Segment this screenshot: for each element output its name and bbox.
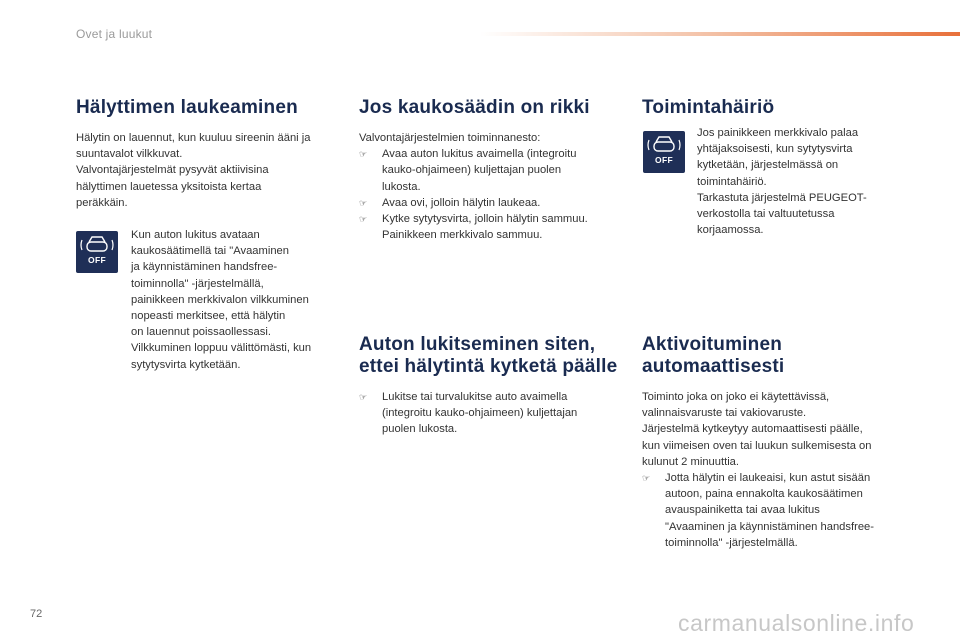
malfunction-heading: Toimintahäiriö <box>642 97 775 118</box>
list-item: ☞ Lukitse tai turvalukitse auto avaimella (integroitu kauko-ohjaimeen) kuljettajan puolen lukosta. <box>359 389 634 438</box>
watermark: carmanualsonline.info <box>678 610 915 636</box>
alarm-off-icon-label: OFF <box>88 255 106 265</box>
list-item: ☞ Avaa auton lukitus avaimella (integroitu kauko-ohjaimeen) kuljettajan puolen lukosta. <box>359 146 629 195</box>
malfunction-text: Jos painikkeen merkkivalo palaa yhtäjaksoisesti, kun sytytysvirta kytketään, järjestelmässä on toimintahäiriö. Tarkastuta järjestelmä PEUGEOT- verkostolla tai valtuutetussa korjaamossa. <box>697 127 867 237</box>
remote-broken-intro: Valvontajärjestelmien toiminnanesto: <box>359 132 541 144</box>
list-item: ☞ Jotta hälytin ei laukeaisi, kun astut sisään autoon, paina ennakolta kaukosäätimen avauspainiketta tai avaa lukitus "Avaaminen ja käynnistäminen handsfree- toiminnolla" -järjestelmällä. <box>642 470 917 551</box>
list-item: ☞ Avaa ovi, jolloin hälytin laukeaa. <box>359 195 629 211</box>
section-header: Ovet ja luukut <box>76 27 153 41</box>
pointing-hand-icon <box>359 389 382 438</box>
alarm-off-icon <box>643 131 685 173</box>
pointing-hand-icon <box>359 195 382 211</box>
pointing-hand-icon <box>642 470 665 551</box>
lock-without-alarm-section <box>359 334 634 438</box>
malfunction-section <box>642 97 912 119</box>
auto-activation-heading: Aktivoituminen automaattisesti <box>642 334 785 377</box>
alarm-triggered-note: Kun auton lukitus avataan kaukosäätimellä tai "Avaaminen ja käynnistäminen handsfree- toiminnolla" -järjestelmällä, painikkeen merkkivalon vilkkuminen nopeasti merkitsee, että hälytin on lauennut poissaollessasi. Vilkkuminen loppuu välittömästi, kun sytytysvirta kytketään. <box>131 229 312 371</box>
alarm-off-icon <box>76 231 118 273</box>
remote-broken-section <box>359 97 629 243</box>
header-accent-bar <box>480 32 960 36</box>
remote-broken-heading: Jos kaukosäädin on rikki <box>359 97 590 118</box>
pointing-hand-icon <box>359 146 382 195</box>
left-column <box>76 97 341 211</box>
auto-activation-section: Aktivoituminen automaattisesti Toiminto joka on joko ei käytettävissä, valinnaisvaruste tai vakiovaruste. Järjestelmä kytkeytyy automaattisesti päälle, kun viimeisen oven tai luukun sulkemisesta on kulunut 2 minuuttia. ☞ Jotta hälytin ei laukeaisi, kun astut sisään autoon, paina ennakolta kaukosäätimen avauspainiketta tai avaa lukitus "Avaaminen ja käynnistäminen handsfree- toiminnolla" -järjestelmällä. <box>642 334 917 551</box>
page-number: 72 <box>30 608 43 620</box>
lock-without-alarm-heading: Auton lukitseminen siten, ettei hälytintä kytketä päälle <box>359 334 618 377</box>
alarm-triggered-heading: Hälyttimen laukeaminen <box>76 97 298 118</box>
pointing-hand-icon <box>359 211 382 243</box>
list-item: ☞ Kytke sytytysvirta, jolloin hälytin sammuu. Painikkeen merkkivalo sammuu. <box>359 211 629 243</box>
alarm-off-icon-label: OFF <box>655 155 673 165</box>
alarm-triggered-intro: Hälytin on lauennut, kun kuuluu sireenin ääni ja suuntavalot vilkkuvat. Valvontajärjestelmät pysyvät aktiivisina hälyttimen lauetessa yksitoista kertaa peräkkäin. <box>76 132 311 209</box>
